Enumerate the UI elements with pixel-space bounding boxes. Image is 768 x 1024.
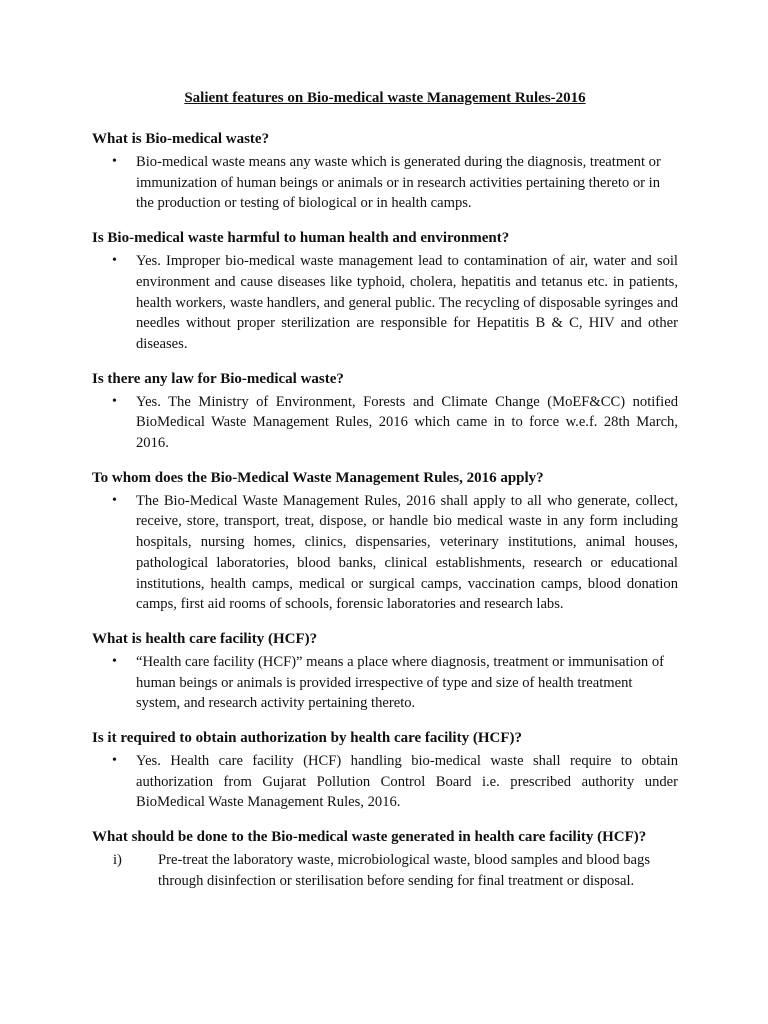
numbered-item: [92, 850, 678, 891]
section-question: What is Bio-medical waste?: [92, 131, 270, 147]
section-question: Is it required to obtain authorization by health care facility (HCF)?: [92, 730, 522, 747]
bullet-item: [92, 751, 678, 813]
section-question: What should be done to the Bio-medical waste generated in health care facility (HCF)?: [92, 829, 647, 846]
section-authorization: [92, 728, 678, 813]
document-page: [92, 88, 678, 906]
bullet-item: [92, 491, 678, 615]
section-what-is-bmw: [92, 129, 678, 214]
bullet-text: Yes. Improper bio-medical waste management lead to contamination of air, water and soil environment and cause diseases like typhoid, cholera, hepatitis and tetanus etc. in patients, health workers, waste handlers, and general public. The recycling of disposable syringes and needles without proper sterilization are responsible for Hepatitis B & C, HIV and other diseases.: [136, 253, 678, 352]
bullet-icon: •: [112, 653, 117, 669]
bullet-item: [92, 152, 678, 214]
section-question: What is health care facility (HCF)?: [92, 630, 318, 647]
bullet-item: [92, 392, 678, 454]
bullet-item: [92, 251, 678, 355]
bullet-text: Bio-medical waste means any waste which is generated during the diagnosis, treatment or immunization of human beings or animals or in research activities pertaining thereto or in the production or testing of biological or in health camps.: [136, 154, 661, 212]
section-question: Is Bio-medical waste harmful to human health and environment?: [92, 230, 510, 247]
bullet-icon: •: [112, 753, 117, 769]
section-question: Is there any law for Bio-medical waste?: [92, 370, 344, 387]
bullet-icon: •: [112, 253, 117, 269]
section-law: [92, 369, 678, 454]
document-title: Salient features on Bio-medical waste Management Rules-2016: [184, 90, 586, 106]
section-question: To whom does the Bio-Medical Waste Management Rules, 2016 apply?: [92, 469, 544, 486]
bullet-text: “Health care facility (HCF)” means a place where diagnosis, treatment or immunisation of human beings or animals is provided irrespective of type and size of health treatment system, and research activity pertaining thereto.: [136, 653, 665, 712]
bullet-item: [92, 652, 678, 714]
bullet-icon: •: [112, 393, 117, 409]
item-text: Pre-treat the laboratory waste, microbiological waste, blood samples and blood bags through disinfection or sterilisation before sending for final treatment or disposal.: [158, 852, 650, 889]
section-hcf: [92, 629, 678, 714]
section-what-to-do: [92, 827, 678, 891]
bullet-icon: •: [112, 492, 117, 508]
bullet-text: Yes. Health care facility (HCF) handling bio-medical waste shall require to obtain authorization from Gujarat Pollution Control Board i.e. prescribed authority under BioMedical Waste Management Rules, 2016.: [136, 753, 678, 811]
bullet-text: The Bio-Medical Waste Management Rules, 2016 shall apply to all who generate, collect, receive, store, transport, treat, dispose, or handle bio medical waste in any form including hospitals, nursing homes, clinics, dispensaries, veterinary institutions, animal houses, pathological laboratories, blood banks, clinical establishments, research or educational institutions, health camps, medical or surgical camps, vaccination camps, blood donation camps, first aid rooms of schools, forensic laboratories and research labs.: [136, 492, 678, 613]
bullet-icon: •: [112, 154, 117, 169]
section-applicability: [92, 468, 678, 615]
item-number: i): [113, 852, 122, 869]
section-harmful: [92, 228, 678, 355]
bullet-text: Yes. The Ministry of Environment, Forests and Climate Change (MoEF&CC) notified BioMedical Waste Management Rules, 2016 which came in to force w.e.f. 28th March, 2016.: [136, 393, 678, 452]
